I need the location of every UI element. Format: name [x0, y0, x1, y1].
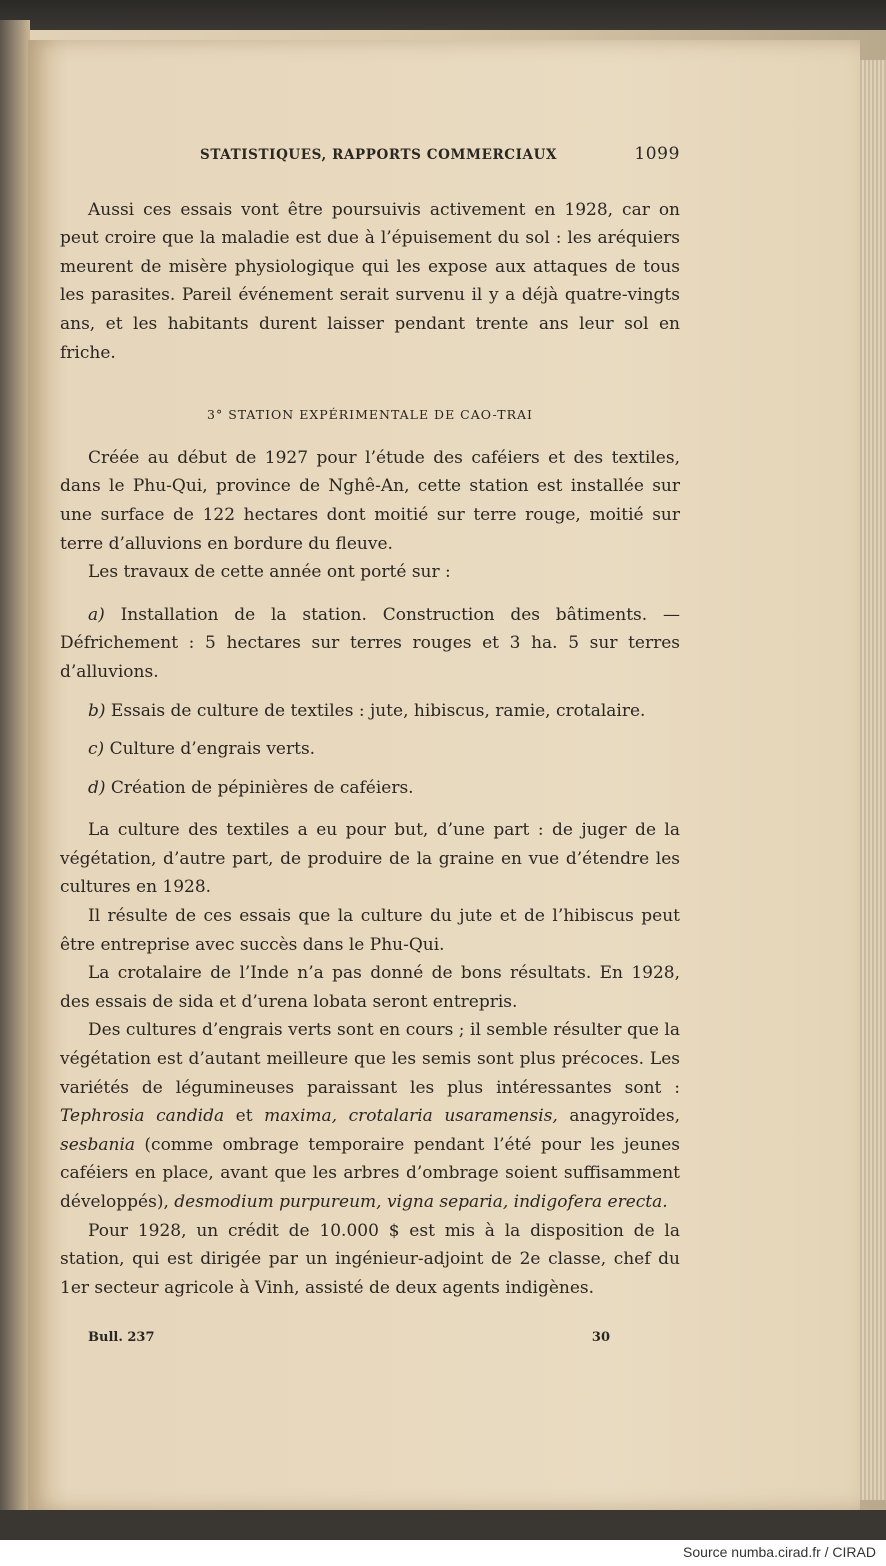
species-name: Tephrosia candida: [60, 1106, 225, 1127]
paragraph: La culture des textiles a eu pour but, d’une part : de juger de la végétation, d’autre part, de produire de la graine en vue d’étendre les cultures en 1928.: [60, 820, 680, 898]
paragraph: [60, 1016, 680, 1216]
species-name: maxima, crotalaria usaramensis,: [264, 1106, 558, 1127]
species-name: sesbania: [60, 1134, 136, 1155]
text-run: Des cultures d’engrais verts sont en cours ; il semble résulter que la végétation est d’autant meilleure que les semis sont plus précoces. Les variétés de légumineuses paraissant les plus intéressantes sont :: [60, 1020, 680, 1098]
list-marker: a): [88, 604, 105, 625]
page-number: 1099: [634, 144, 680, 164]
paragraph: Créée au début de 1927 pour l’étude des caféiers et des textiles, dans le Phu-Qui, province de Nghê-An, cette station est installée sur une surface de 122 hectares dont moitié sur terre rouge, moitié sur terre d’alluvions en bordure du fleuve.: [60, 447, 680, 554]
running-head-title: STATISTIQUES, RAPPORTS COMMERCIAUX: [200, 147, 558, 163]
signature-mark: 30: [591, 1330, 610, 1346]
paragraph: Aussi ces essais vont être poursuivis activement en 1928, car on peut croire que la maladie est due à l’épuisement du sol : les aréquiers meurent de misère physiologique qui les expose aux attaques de tous les parasites. Pareil événement serait survenu il y a déjà quatre-vingts ans, et les habitants durent laisser pendant trente ans leur sol en friche.: [60, 199, 680, 363]
list-item-text: Culture d’engrais verts.: [109, 739, 316, 760]
section-title: 3° STATION EXPÉRIMENTALE DE CAO-TRAI: [207, 407, 533, 423]
list-item-text: Création de pépinières de caféiers.: [110, 777, 414, 798]
binding-gutter: [0, 20, 30, 1510]
paragraph: Les travaux de cette année ont porté sur :: [88, 562, 451, 583]
text-run: et: [224, 1106, 265, 1127]
list-item-text: Essais de culture de textiles : jute, hibiscus, ramie, crotalaire.: [110, 700, 646, 721]
page-footer: [60, 1324, 680, 1353]
text-run: (comme ombrage temporaire pendant l’été pour les jeunes caféiers en place, avant que les arbres d’ombrage soient suffisamment développés),: [60, 1134, 680, 1212]
paragraph: Il résulte de ces essais que la culture du jute et de l’hibiscus peut être entreprise avec succès dans le Phu-Qui.: [60, 906, 680, 955]
list-item: [60, 774, 680, 803]
page-edges: [860, 60, 886, 1500]
bulletin-number: Bull. 237: [88, 1330, 155, 1346]
text-run: anagyroïdes,: [557, 1106, 680, 1127]
list-marker: c): [88, 739, 105, 760]
list-item: [60, 735, 680, 764]
list-item-text: Installation de la station. Construction des bâtiments. — Défrichement : 5 hectares sur terres rouges et 3 ha. 5 sur terres d’alluvions.: [60, 604, 680, 682]
source-credit: Source numba.cirad.fr / CIRAD: [683, 1544, 876, 1560]
species-name: desmodium purpureum, vigna separia, indigofera erecta.: [174, 1192, 668, 1212]
paragraph: La crotalaire de l’Inde n’a pas donné de bons résultats. En 1928, des essais de sida et d’urena lobata seront entrepris.: [60, 963, 680, 1012]
list-item: [60, 601, 680, 687]
page-text: [60, 140, 680, 1353]
list-item: [60, 697, 680, 726]
list-marker: d): [88, 777, 106, 798]
paragraph: Pour 1928, un crédit de 10.000 $ est mis à la disposition de la station, qui est dirigée par un ingénieur-adjoint de 2e classe, chef du 1er secteur agricole à Vinh, assisté de deux agents indigènes.: [60, 1220, 680, 1298]
list-marker: b): [88, 700, 106, 721]
running-head: [60, 140, 680, 170]
